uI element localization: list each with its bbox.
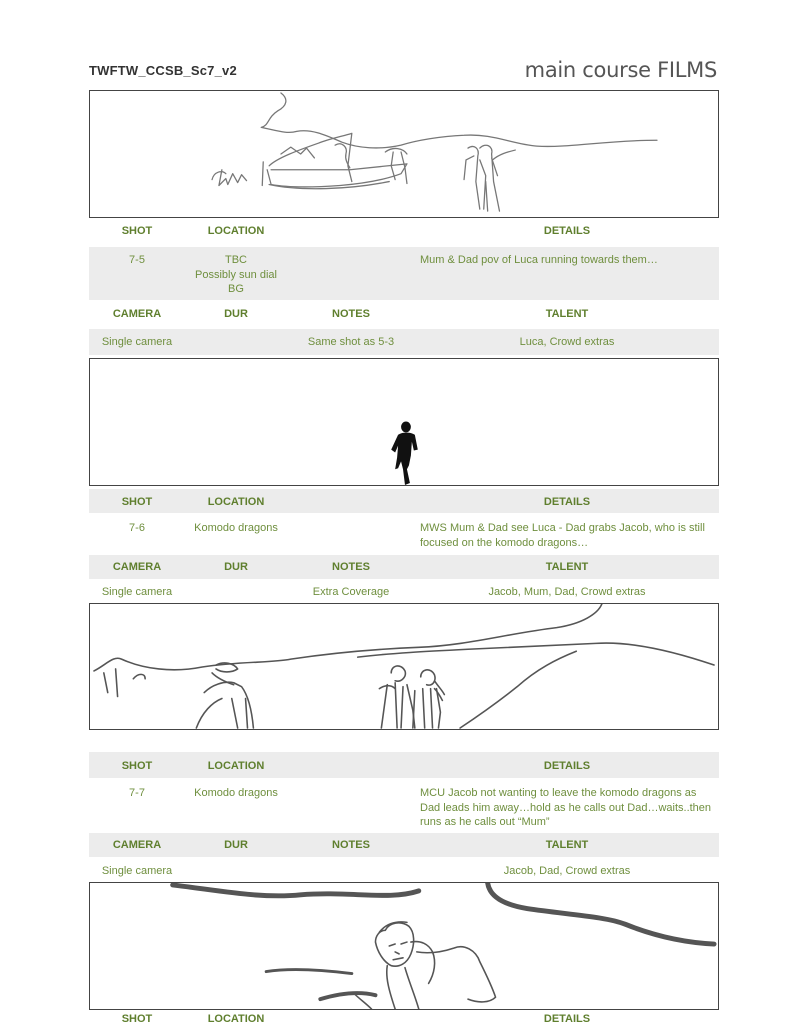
talent-label: TALENT bbox=[545, 839, 589, 851]
details-label: DETAILS bbox=[543, 496, 591, 508]
shot-label: SHOT bbox=[121, 1013, 153, 1025]
talent-label: TALENT bbox=[545, 561, 589, 573]
running-figure-silhouette-icon bbox=[90, 359, 718, 485]
camera-label: CAMERA bbox=[112, 561, 162, 573]
location-line: Possibly sun dial bbox=[195, 268, 277, 281]
talent-value: Luca, Crowd extras bbox=[519, 336, 615, 348]
camera-value: Single camera bbox=[101, 336, 173, 348]
shot-7-7-camera-header bbox=[89, 833, 719, 857]
location-label: LOCATION bbox=[207, 1013, 265, 1025]
shot-label: SHOT bbox=[121, 760, 153, 772]
shot-location: Komodo dragons bbox=[194, 787, 278, 799]
details-label: DETAILS bbox=[543, 760, 591, 772]
shot-7-5-camera-header bbox=[89, 307, 719, 321]
shot-location: Komodo dragons bbox=[194, 522, 278, 534]
camera-label: CAMERA bbox=[112, 308, 162, 320]
location-label: LOCATION bbox=[207, 225, 265, 237]
dur-label: DUR bbox=[224, 561, 248, 573]
shot-label: SHOT bbox=[121, 496, 153, 508]
shot-details: Mum & Dad pov of Luca running towards them… bbox=[420, 254, 658, 266]
shot-7-6-camera-row bbox=[89, 585, 719, 601]
shot-7-5-camera-row bbox=[89, 329, 719, 355]
shot-number: 7-7 bbox=[129, 787, 145, 799]
shot-7-7-info-row bbox=[89, 786, 719, 830]
talent-value: Jacob, Dad, Crowd extras bbox=[503, 865, 631, 877]
shot-7-6-info-row bbox=[89, 521, 719, 551]
camera-value: Single camera bbox=[101, 586, 173, 598]
shot-7-6-header-row bbox=[89, 489, 719, 513]
camera-value: Single camera bbox=[101, 865, 173, 877]
notes-value: Same shot as 5-3 bbox=[307, 336, 395, 348]
document-id: TWFTW_CCSB_Sc7_v2 bbox=[89, 63, 237, 78]
notes-label: NOTES bbox=[332, 839, 370, 851]
shot-details: MCU Jacob not wanting to leave the komodo dragons as Dad leads him away…hold as he calls out Dad…waits..then runs as he calls out “Mum” bbox=[420, 787, 712, 828]
camera-label: CAMERA bbox=[112, 839, 162, 851]
brand-logo: main course FILMS bbox=[524, 58, 717, 82]
storyboard-frame-1 bbox=[89, 90, 719, 218]
details-label: DETAILS bbox=[543, 225, 591, 237]
talent-value: Jacob, Mum, Dad, Crowd extras bbox=[488, 586, 646, 598]
shot-number: 7-6 bbox=[129, 522, 145, 534]
notes-label: NOTES bbox=[332, 308, 370, 320]
shot-location bbox=[185, 253, 287, 297]
shot-7-5-info-row bbox=[89, 247, 719, 300]
location-line: BG bbox=[228, 283, 244, 295]
shot-7-6-camera-header bbox=[89, 555, 719, 579]
location-label: LOCATION bbox=[207, 496, 265, 508]
dur-label: DUR bbox=[224, 839, 248, 851]
location-label: LOCATION bbox=[207, 760, 265, 772]
dur-label: DUR bbox=[224, 308, 248, 320]
shot-label: SHOT bbox=[121, 225, 153, 237]
shot-7-7-header-row bbox=[89, 752, 719, 778]
storyboard-frame-4 bbox=[89, 882, 719, 1010]
storyboard-frame-2 bbox=[89, 358, 719, 486]
talent-label: TALENT bbox=[545, 308, 589, 320]
shot-7-7-camera-row bbox=[89, 864, 719, 880]
location-line: TBC bbox=[225, 254, 247, 266]
shot-number: 7-5 bbox=[129, 254, 145, 266]
storyboard-sketch-wide-icon bbox=[90, 91, 718, 217]
shot-details: MWS Mum & Dad see Luca - Dad grabs Jacob, who is still focused on the komodo dragons… bbox=[420, 522, 705, 549]
storyboard-frame-3 bbox=[89, 603, 719, 730]
shot-7-5-header-row bbox=[89, 224, 719, 238]
notes-label: NOTES bbox=[332, 561, 370, 573]
notes-value: Extra Coverage bbox=[312, 586, 390, 598]
storyboard-sketch-closeup-icon bbox=[90, 883, 718, 1009]
storyboard-sketch-parents-icon bbox=[90, 604, 718, 729]
details-label: DETAILS bbox=[543, 1013, 591, 1025]
